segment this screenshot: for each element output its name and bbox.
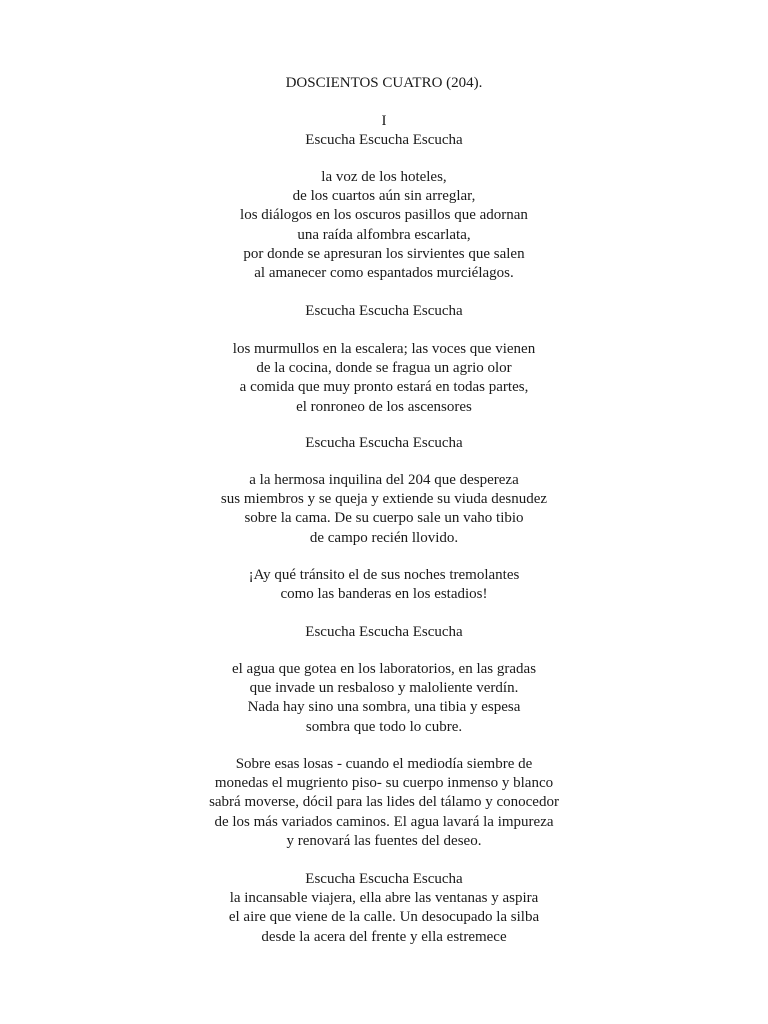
section-numeral-block [0, 112, 768, 131]
poem-line: sombra que todo lo cubre. [305, 718, 463, 735]
poem-line: Escucha Escucha Escucha [305, 435, 463, 451]
poem-line: Escucha Escucha Escucha [305, 132, 463, 148]
poem-line: el aire que viene de la calle. Un desocupado la silba [228, 909, 540, 926]
poem-line: al amanecer como espantados murciélagos. [254, 264, 514, 281]
stanza-refrain [0, 131, 768, 150]
poem-line: por donde se apresuran los sirvientes que salen [243, 245, 525, 262]
poem-line: sobre la cama. De su cuerpo sale un vaho tibio [244, 510, 524, 527]
poem-line: los murmullos en la escalera; las voces que vienen [232, 341, 536, 357]
stanza [0, 566, 768, 604]
document-title: DOSCIENTOS CUATRO (204). [285, 75, 483, 91]
poem-line: de la cocina, donde se fragua un agrio olor [256, 360, 512, 377]
section-numeral: I [381, 113, 387, 129]
poem-line: a comida que muy pronto estará en todas partes, [239, 379, 529, 396]
stanza [0, 870, 768, 947]
poem-line: la voz de los hoteles, [321, 169, 447, 185]
poem-line: los diálogos en los oscuros pasillos que adornan [240, 207, 528, 224]
stanza [0, 755, 768, 851]
stanza-refrain [0, 302, 768, 321]
poem-line: Escucha Escucha Escucha [305, 871, 463, 887]
poem-line: el ronroneo de los ascensores [296, 398, 472, 415]
stanza-refrain [0, 434, 768, 453]
poem-line: Escucha Escucha Escucha [305, 303, 463, 319]
poem-line: Sobre esas losas - cuando el mediodía siembre de [235, 756, 533, 772]
stanza-refrain [0, 623, 768, 642]
poem-line: sabrá moverse, dócil para las lides del tálamo y conocedor [209, 794, 559, 811]
poem-line: que invade un resbaloso y maloliente verdín. [249, 680, 519, 697]
poem-line: Nada hay sino una sombra, una tibia y espesa [247, 699, 521, 716]
stanza [0, 471, 768, 548]
stanza [0, 660, 768, 737]
poem-line: ¡Ay qué tránsito el de sus noches tremolantes [248, 567, 520, 583]
poem-line: sus miembros y se queja y extiende su viuda desnudez [220, 491, 548, 508]
stanza [0, 168, 768, 283]
poem-line: desde la acera del frente y ella estremece [261, 928, 507, 945]
poem-line: una raída alfombra escarlata, [297, 226, 471, 243]
poem-line: Escucha Escucha Escucha [305, 624, 463, 640]
poem-line: y renovará las fuentes del deseo. [286, 832, 482, 849]
poem-line: la incansable viajera, ella abre las ventanas y aspira [229, 890, 539, 907]
poem-line: a la hermosa inquilina del 204 que despereza [249, 472, 519, 488]
poem-line: de los más variados caminos. El agua lavará la impureza [214, 813, 554, 830]
poem-line: monedas el mugriento piso- su cuerpo inmenso y blanco [214, 775, 554, 792]
poem-line: de los cuartos aún sin arreglar, [292, 188, 476, 205]
poem-line: de campo recién llovido. [309, 529, 459, 546]
stanza [0, 340, 768, 417]
poem-line: el agua que gotea en los laboratorios, en las gradas [231, 661, 537, 677]
document-title-block [0, 74, 768, 93]
poem-line: como las banderas en los estadios! [280, 586, 488, 603]
